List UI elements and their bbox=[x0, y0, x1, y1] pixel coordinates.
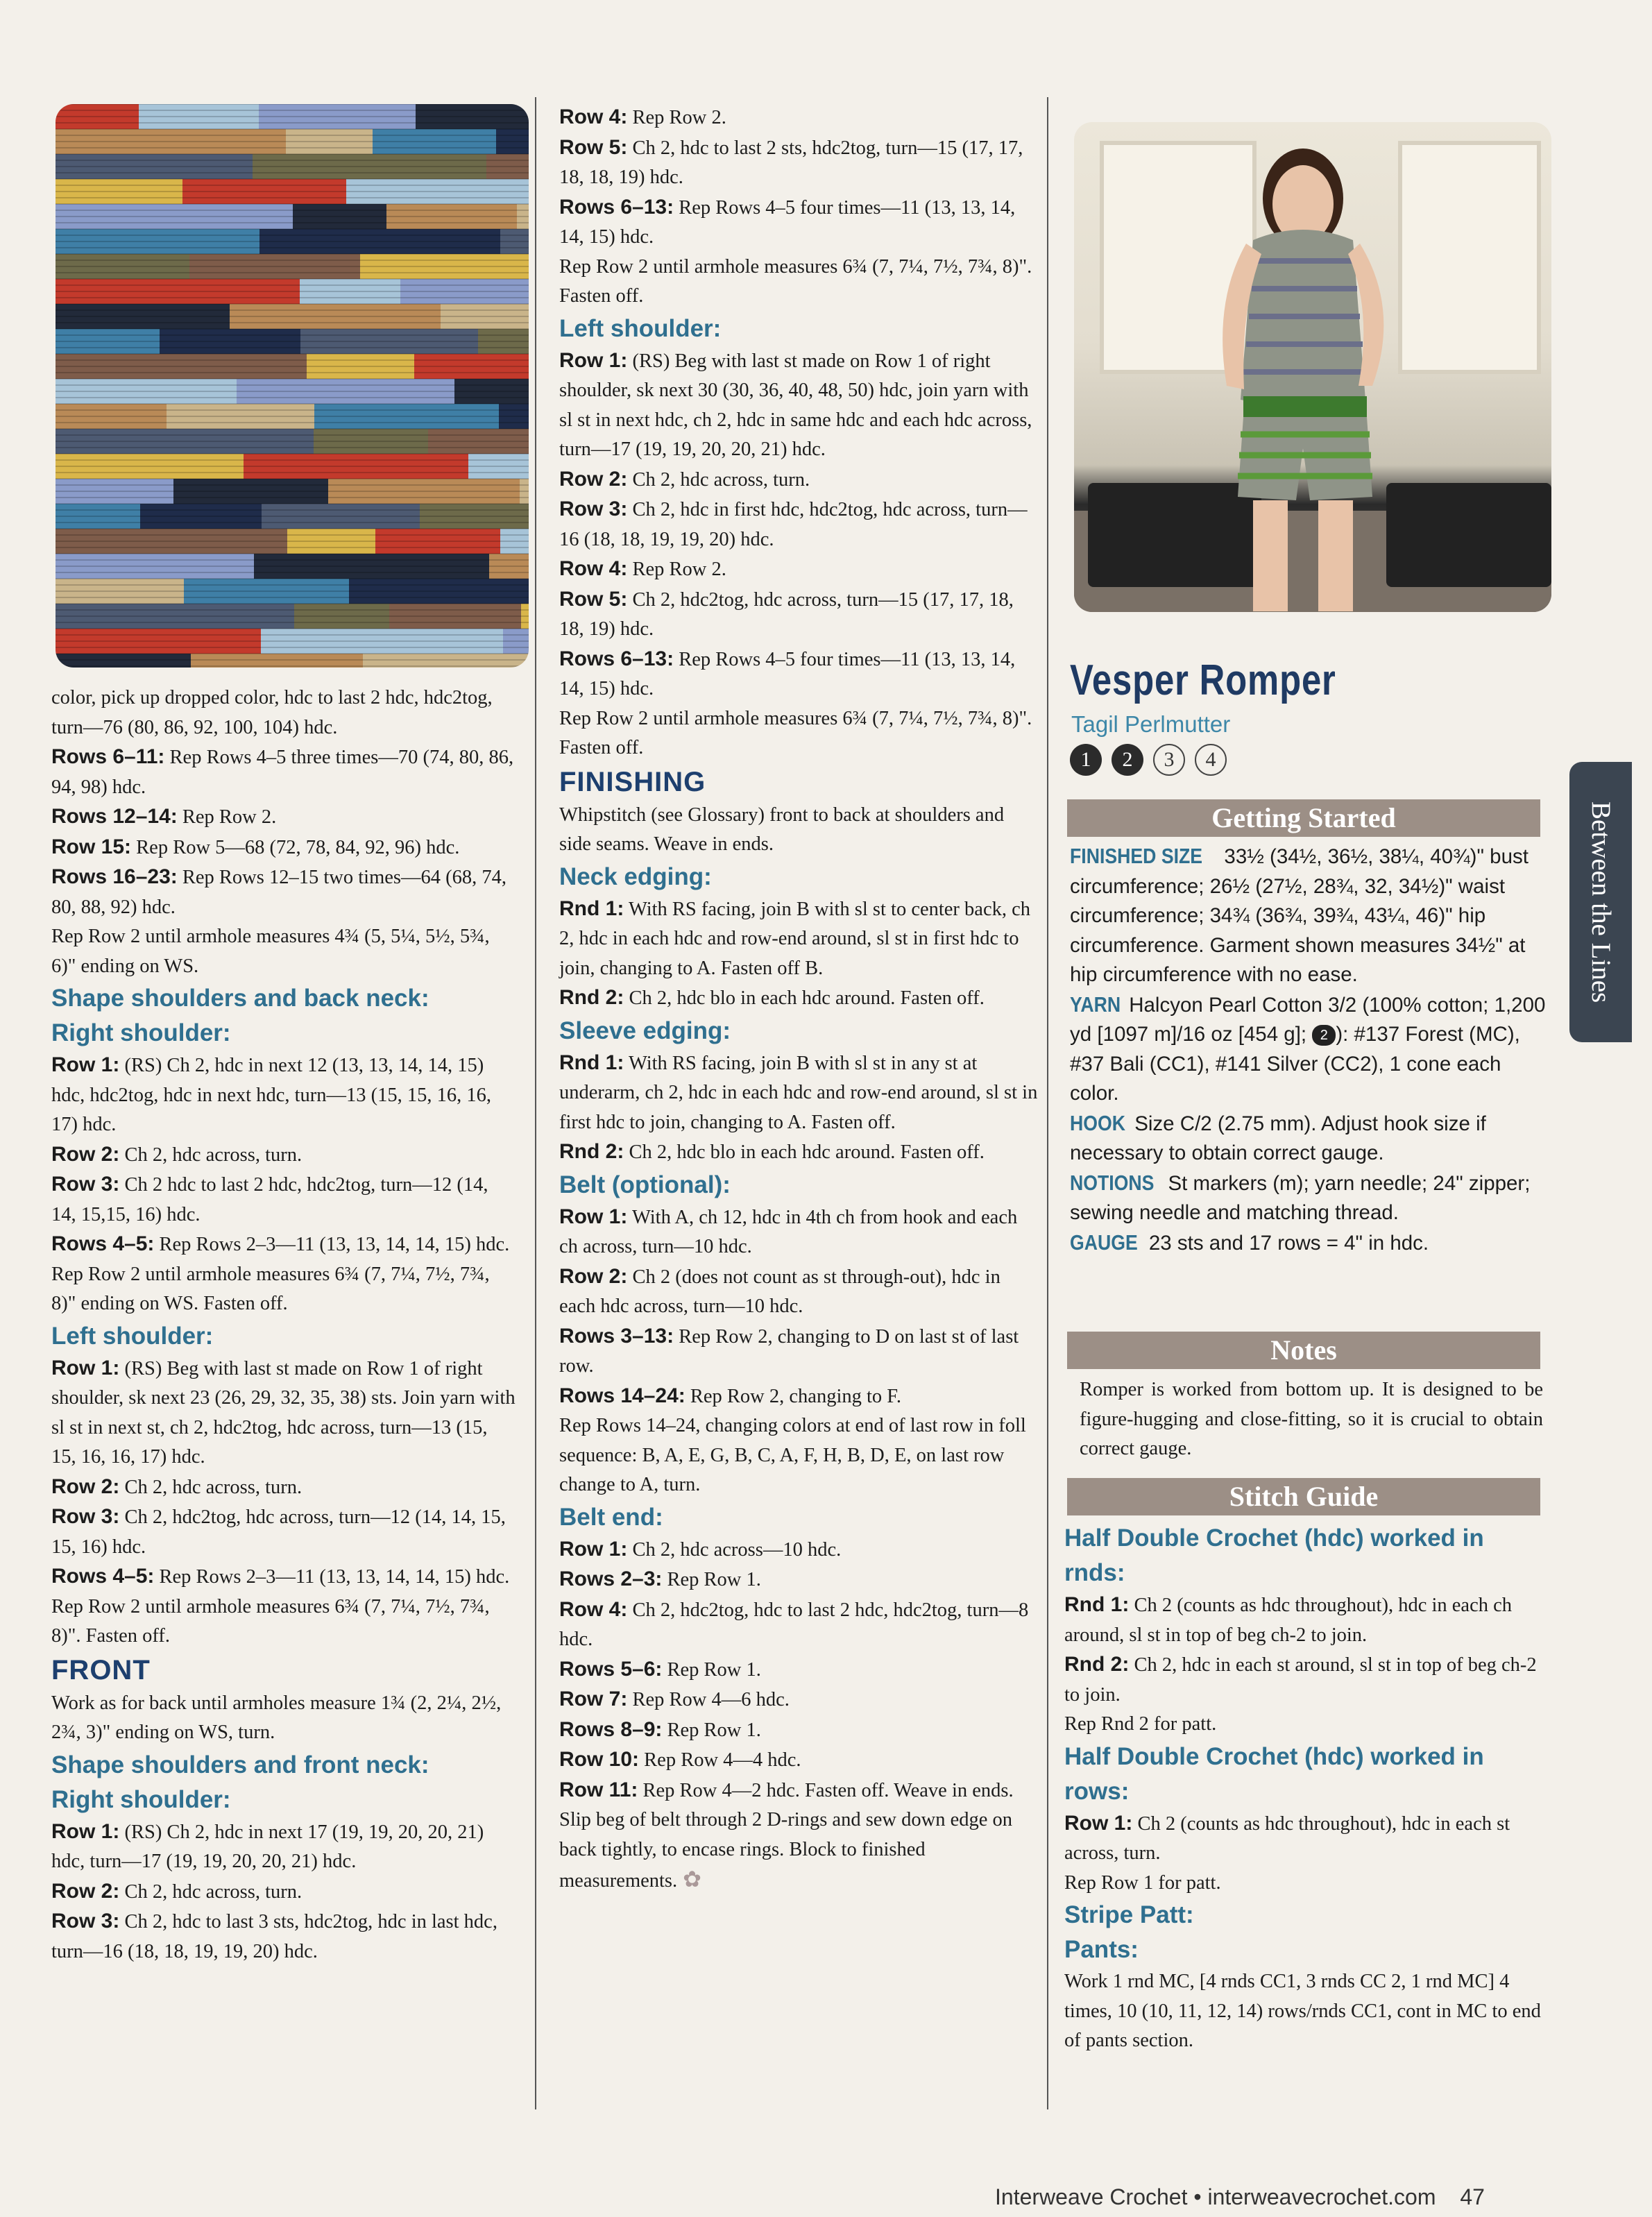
row-label: Rows 12–14: bbox=[51, 805, 178, 828]
major-heading bbox=[559, 763, 1038, 801]
row-label: Row 3: bbox=[51, 1910, 120, 1933]
row-label: Row 1: bbox=[559, 348, 628, 372]
section-heading bbox=[51, 1783, 516, 1817]
instruction-text: Whipstitch (see Glossary) front to back at shoulders and side seams. Weave in ends. bbox=[559, 804, 1005, 855]
column-divider bbox=[535, 97, 536, 2109]
row-label: Row 15: bbox=[51, 835, 132, 858]
instruction-text: color, pick up dropped color, hdc to last 2 hdc, hdc2tog, turn—76 (80, 86, 92, 100, 104) hdc. bbox=[51, 687, 493, 738]
instruction-text: Rep Row 5—68 (72, 78, 84, 92, 96) hdc. bbox=[136, 836, 460, 858]
page-number: 47 bbox=[1460, 2184, 1485, 2209]
instruction-paragraph bbox=[559, 465, 1038, 495]
instruction-text: Rep Row 2. bbox=[632, 107, 726, 128]
instruction-text: Ch 2 (counts as hdc throughout), hdc in each ch around, sl st in top of beg ch-2 to join. bbox=[1064, 1595, 1512, 1646]
instruction-text: Rep Row 2. bbox=[632, 559, 726, 580]
row-label: Row 3: bbox=[51, 1173, 120, 1196]
column-2 bbox=[559, 103, 1038, 1896]
column-3 bbox=[1064, 1521, 1543, 2056]
instruction-text: Rep Row 2 until armhole measures 4¾ (5, 5¼, 5½, 5¾, 6)" ending on WS. bbox=[51, 926, 490, 977]
section-tab: Between the Lines bbox=[1569, 762, 1632, 1042]
row-label: Row 1: bbox=[51, 1053, 120, 1076]
instruction-text: Rep Rows 12–15 two times—64 (68, 74, 80, 88, 92) hdc. bbox=[51, 867, 506, 918]
row-label: Row 2: bbox=[559, 1264, 628, 1288]
instruction-text: Rep Row 2 until armhole measures 6¾ (7, 7¼, 7½, 7¾, 8)". Fasten off. bbox=[559, 255, 1032, 307]
band-notes: Notes bbox=[1067, 1332, 1540, 1369]
row-label: Rows 8–9: bbox=[559, 1717, 663, 1741]
row-label: Row 2: bbox=[51, 1879, 120, 1903]
crochet-swatch-image bbox=[56, 104, 529, 668]
row-label: Row 11: bbox=[559, 1778, 638, 1801]
pattern-author: Tagil Perlmutter bbox=[1071, 711, 1231, 737]
instruction-paragraph bbox=[51, 1907, 516, 1967]
section-heading bbox=[1064, 1521, 1543, 1590]
instruction-text: Pants: bbox=[1064, 1936, 1139, 1963]
instruction-text: Rep Row 2 until armhole measures 6¾ (7, 7¼, 7½, 7¾, 8)". Fasten off. bbox=[51, 1595, 490, 1647]
notions: NOTIONS St markers (m); yarn needle; 24" zipper; sewing needle and matching thread. bbox=[1070, 1170, 1531, 1224]
instruction-text: With RS facing, join B with sl st to center back, ch 2, hdc in each hdc and row-end around, sl st in first hdc to join, changing to A. Fasten off B. bbox=[559, 898, 1030, 979]
instruction-paragraph bbox=[559, 704, 1038, 763]
skill-level-4-icon: 4 bbox=[1195, 744, 1227, 776]
row-label: Rows 6–13: bbox=[559, 195, 674, 219]
row-label: Row 1: bbox=[559, 1537, 628, 1561]
instruction-paragraph bbox=[559, 894, 1038, 984]
instruction-text: Work 1 rnd MC, [4 rnds CC1, 3 rnds CC 2, 1 rnd MC] 4 times, 10 (10, 11, 12, 14) rows/rnds CC1, cont in MC to end of pants section. bbox=[1064, 1971, 1541, 2051]
instruction-text: Rep Row 1. bbox=[667, 1658, 761, 1681]
section-heading bbox=[1064, 1933, 1543, 1967]
row-label: Rows 5–6: bbox=[559, 1657, 663, 1681]
instruction-paragraph bbox=[559, 346, 1038, 465]
notes-text: Romper is worked from bottom up. It is designed to be figure-hugging and close-fitting, so it is crucial to obtain correct gauge. bbox=[1080, 1379, 1543, 1459]
instruction-text: Ch 2 (does not count as st through-out), hdc in each hdc across, turn—10 hdc. bbox=[559, 1266, 1000, 1317]
instruction-text: (RS) Ch 2, hdc in next 12 (13, 13, 14, 14, 15) hdc, hdc2tog, hdc in next hdc, turn—13 (15, 15, 16, 16, 17) hdc. bbox=[51, 1055, 492, 1135]
instruction-paragraph bbox=[1064, 1869, 1543, 1899]
instruction-paragraph bbox=[559, 133, 1038, 193]
instruction-paragraph bbox=[559, 1715, 1038, 1746]
row-label: Row 4: bbox=[559, 557, 628, 580]
row-label: Row 1: bbox=[559, 1205, 628, 1228]
model-image bbox=[1074, 122, 1551, 612]
instruction-text: Rep Row 4—2 hdc. Fasten off. Weave in ends. bbox=[642, 1779, 1014, 1801]
instruction-text: FINISHING bbox=[559, 766, 706, 797]
instruction-paragraph bbox=[51, 1502, 516, 1562]
row-label: Rows 16–23: bbox=[51, 865, 178, 888]
instruction-text: Rep Row 2 until armhole measures 6¾ (7, 7¼, 7½, 7¾, 8)" ending on WS. Fasten off. bbox=[51, 1263, 490, 1314]
section-heading bbox=[559, 1014, 1038, 1048]
instruction-text: Neck edging: bbox=[559, 863, 712, 890]
instruction-text: Rep Rows 14–24, changing colors at end of last row in foll sequence: B, A, E, G, B, C, A, F, H, B, D, E, on last row change to A, turn. bbox=[559, 1415, 1026, 1495]
instruction-text: Ch 2 hdc to last 2 hdc, hdc2tog, turn—12 (14, 14, 15,15, 16) hdc. bbox=[51, 1174, 488, 1225]
instruction-paragraph bbox=[559, 1203, 1038, 1262]
instruction-text: Rep Row 2. bbox=[182, 806, 277, 828]
section-heading bbox=[559, 312, 1038, 346]
instruction-text: Ch 2, hdc across, turn. bbox=[124, 1476, 303, 1498]
instruction-text: Rep Rows 2–3—11 (13, 13, 14, 14, 15) hdc. bbox=[159, 1234, 510, 1255]
section-heading bbox=[1064, 1740, 1543, 1809]
major-heading bbox=[51, 1651, 516, 1689]
instruction-text: Ch 2, hdc blo in each hdc around. Fasten off. bbox=[629, 987, 985, 1009]
instruction-text: Ch 2, hdc2tog, hdc across, turn—15 (17, 17, 18, 18, 19) hdc. bbox=[559, 588, 1014, 640]
instruction-paragraph bbox=[1064, 1809, 1543, 1869]
instruction-text: Ch 2, hdc across, turn. bbox=[124, 1144, 303, 1166]
column-1 bbox=[51, 683, 516, 1967]
instruction-text: (RS) Ch 2, hdc in next 17 (19, 19, 20, 20, 21) hdc, turn—17 (19, 19, 20, 20, 21) hdc. bbox=[51, 1821, 484, 1872]
instruction-text: Rep Row 2, changing to D on last st of last row. bbox=[559, 1325, 1019, 1377]
instruction-text: Ch 2, hdc2tog, hdc across, turn—12 (14, 14, 15, 15, 16) hdc. bbox=[51, 1506, 506, 1558]
instruction-text: Shape shoulders and front neck: bbox=[51, 1751, 429, 1778]
instruction-text: With A, ch 12, hdc in 4th ch from hook and each ch across, turn—10 hdc. bbox=[559, 1206, 1018, 1257]
instruction-paragraph bbox=[559, 103, 1038, 133]
instruction-paragraph bbox=[559, 983, 1038, 1014]
instruction-text: Rep Rnd 2 for patt. bbox=[1064, 1713, 1217, 1735]
section-heading bbox=[51, 1319, 516, 1354]
instruction-paragraph bbox=[559, 1655, 1038, 1685]
instruction-text: Rep Row 2, changing to F. bbox=[690, 1385, 901, 1407]
instruction-paragraph bbox=[51, 1230, 516, 1260]
getting-started-section bbox=[1070, 842, 1549, 1258]
romper-model-photo bbox=[1074, 122, 1551, 612]
row-label: Row 1: bbox=[51, 1356, 120, 1379]
instruction-text: With RS facing, join B with sl st in any st at underarm, ch 2, hdc in each hdc and row-end around, sl st in first hdc to join, changing to A. Fasten off. bbox=[559, 1052, 1038, 1133]
skill-level-1-icon: 1 bbox=[1070, 744, 1102, 776]
page-footer bbox=[995, 2184, 1485, 2210]
instruction-paragraph bbox=[1064, 1650, 1543, 1710]
instruction-paragraph bbox=[51, 1051, 516, 1140]
instruction-text: Shape shoulders and back neck: bbox=[51, 985, 429, 1012]
instruction-paragraph bbox=[51, 1689, 516, 1748]
instruction-paragraph bbox=[51, 1140, 516, 1171]
instruction-text: Left shoulder: bbox=[559, 314, 722, 342]
section-heading bbox=[1064, 1898, 1543, 1933]
row-label: Row 3: bbox=[51, 1505, 120, 1528]
instruction-paragraph bbox=[559, 1411, 1038, 1500]
band-stitch-guide: Stitch Guide bbox=[1067, 1478, 1540, 1515]
row-label: Row 4: bbox=[559, 1597, 628, 1621]
instruction-text: Slip beg of belt through 2 D-rings and sew down edge on back tightly, to encase rings. Block to finished measurements. bbox=[559, 1809, 1013, 1892]
row-label: Row 10: bbox=[559, 1748, 640, 1771]
instruction-text: Belt end: bbox=[559, 1503, 663, 1531]
section-heading bbox=[559, 1168, 1038, 1203]
instruction-paragraph bbox=[559, 1745, 1038, 1776]
row-label: Row 2: bbox=[51, 1142, 120, 1166]
row-label: Rows 2–3: bbox=[559, 1568, 663, 1590]
yarn: YARN Halcyon Pearl Cotton 3/2 (100% cotton; 1,200 yd [1097 m]/16 oz [454 g]; 2 ): #137 Forest (MC), #37 Bali (CC1), #141 Silver (CC2), 1 cone each color. bbox=[1070, 992, 1546, 1105]
instruction-paragraph bbox=[559, 1382, 1038, 1412]
row-label: Row 2: bbox=[559, 467, 628, 491]
section-heading bbox=[559, 860, 1038, 894]
row-label: Rows 6–11: bbox=[51, 745, 165, 768]
instruction-paragraph bbox=[51, 1592, 516, 1651]
instruction-paragraph bbox=[51, 922, 516, 981]
row-label: Row 3: bbox=[559, 498, 628, 520]
instruction-paragraph bbox=[51, 683, 516, 742]
instruction-paragraph bbox=[51, 833, 516, 863]
row-label: Rows 3–13: bbox=[559, 1324, 674, 1348]
footer-separator: • bbox=[1193, 2184, 1202, 2209]
instruction-paragraph bbox=[559, 1137, 1038, 1168]
row-label: Rnd 2: bbox=[559, 986, 624, 1009]
row-label: Rows 4–5: bbox=[51, 1565, 155, 1588]
instruction-text: FRONT bbox=[51, 1654, 151, 1685]
instruction-text: Ch 2, hdc blo in each hdc around. Fasten off. bbox=[629, 1141, 985, 1163]
instruction-paragraph bbox=[559, 1806, 1038, 1896]
row-label: Rnd 1: bbox=[559, 897, 624, 920]
section-heading bbox=[51, 1748, 516, 1783]
instruction-paragraph bbox=[559, 1565, 1038, 1595]
instruction-text: Ch 2, hdc to last 2 sts, hdc2tog, turn—15 (17, 17, 18, 18, 19) hdc. bbox=[559, 137, 1023, 188]
instruction-paragraph bbox=[1064, 1967, 1543, 2056]
instruction-text: Rep Row 1. bbox=[667, 1719, 761, 1741]
instruction-paragraph bbox=[559, 554, 1038, 585]
instruction-paragraph bbox=[51, 1877, 516, 1908]
row-label: Rows 14–24: bbox=[559, 1384, 686, 1407]
instruction-paragraph bbox=[559, 1322, 1038, 1382]
instruction-text: Rep Rows 4–5 three times—70 (74, 80, 86, 94, 98) hdc. bbox=[51, 747, 514, 798]
section-heading bbox=[51, 1016, 516, 1051]
row-label: Row 1: bbox=[1064, 1811, 1133, 1835]
row-label: Rnd 1: bbox=[559, 1051, 624, 1074]
instruction-text: Ch 2, hdc in each st around, sl st in top of beg ch-2 to join. bbox=[1064, 1654, 1537, 1706]
instruction-text: Right shoulder: bbox=[51, 1785, 231, 1813]
row-label: Rnd 2: bbox=[559, 1140, 624, 1163]
instruction-paragraph bbox=[1064, 1710, 1543, 1740]
instruction-text: Ch 2, hdc in first hdc, hdc2tog, hdc across, turn—16 (18, 18, 19, 19, 20) hdc. bbox=[559, 499, 1028, 550]
section-heading bbox=[51, 981, 516, 1016]
instruction-paragraph bbox=[51, 1354, 516, 1472]
instruction-paragraph bbox=[559, 585, 1038, 645]
instruction-text: Rep Row 4—6 hdc. bbox=[632, 1689, 790, 1710]
row-label: Row 7: bbox=[559, 1688, 628, 1710]
instruction-paragraph bbox=[51, 1260, 516, 1319]
row-label: Row 4: bbox=[559, 105, 628, 128]
swatch-photo bbox=[56, 104, 529, 668]
instruction-paragraph bbox=[559, 1048, 1038, 1138]
instruction-text: Ch 2, hdc across, turn. bbox=[632, 468, 810, 491]
instruction-text: Rep Rows 4–5 four times—11 (13, 13, 14, 14, 15) hdc. bbox=[559, 196, 1016, 248]
instruction-text: Sleeve edging: bbox=[559, 1017, 731, 1044]
row-label: Rnd 1: bbox=[1064, 1593, 1130, 1616]
instruction-text: Ch 2, hdc2tog, hdc to last 2 hdc, hdc2tog, turn—8 hdc. bbox=[559, 1599, 1029, 1650]
instruction-paragraph bbox=[559, 193, 1038, 253]
instruction-text: Right shoulder: bbox=[51, 1019, 231, 1046]
instruction-paragraph bbox=[559, 801, 1038, 860]
section-heading bbox=[559, 1500, 1038, 1535]
row-label: Row 2: bbox=[51, 1475, 120, 1498]
instruction-paragraph bbox=[559, 645, 1038, 704]
website: interweavecrochet.com bbox=[1207, 2184, 1436, 2209]
instruction-paragraph bbox=[51, 1170, 516, 1230]
instruction-text: Ch 2, hdc across, turn. bbox=[124, 1880, 303, 1903]
row-label: Row 5: bbox=[559, 135, 628, 159]
instruction-text: Ch 2 (counts as hdc throughout), hdc in each st across, turn. bbox=[1064, 1812, 1510, 1864]
instruction-paragraph bbox=[559, 1595, 1038, 1655]
skill-level-2-icon: 2 bbox=[1112, 744, 1143, 776]
magazine-name: Interweave Crochet bbox=[995, 2184, 1188, 2209]
instruction-text: Rep Rows 4–5 four times—11 (13, 13, 14, 14, 15) hdc. bbox=[559, 648, 1016, 699]
instruction-text: Belt (optional): bbox=[559, 1171, 731, 1198]
skill-level-3-icon: 3 bbox=[1153, 744, 1185, 776]
instruction-text: Rep Row 2 until armhole measures 6¾ (7, 7¼, 7½, 7¾, 8)". Fasten off. bbox=[559, 707, 1032, 758]
skill-levels bbox=[1070, 744, 1227, 776]
instruction-paragraph bbox=[51, 1817, 516, 1877]
instruction-paragraph bbox=[559, 253, 1038, 312]
instruction-text: Rep Row 1. bbox=[667, 1569, 761, 1590]
band-getting-started: Getting Started bbox=[1067, 799, 1540, 837]
row-label: Row 5: bbox=[559, 587, 628, 611]
instruction-paragraph bbox=[51, 863, 516, 922]
instruction-paragraph bbox=[1064, 1590, 1543, 1650]
instruction-paragraph bbox=[51, 1472, 516, 1503]
instruction-paragraph bbox=[559, 1262, 1038, 1322]
instruction-paragraph bbox=[51, 802, 516, 833]
yarn-weight-icon: 2 bbox=[1312, 1025, 1336, 1046]
instruction-text: Stripe Patt: bbox=[1064, 1901, 1194, 1928]
finished-size: FINISHED SIZE 33½ (34½, 36½, 38¼, 40¾)" bust circumference; 26½ (27½, 28¾, 32, 34½)" waist circumference; 34¾ (36¾, 39¾, 43¼, 46)" hip circumference. Garment shown measures 34½" at hip circumference with no ease. bbox=[1070, 844, 1528, 986]
instruction-text: Ch 2, hdc to last 3 sts, hdc2tog, hdc in last hdc, turn—16 (18, 18, 19, 19, 20) hdc. bbox=[51, 1911, 497, 1962]
instruction-text: Half Double Crochet (hdc) worked in rnds: bbox=[1064, 1524, 1484, 1586]
instruction-text: Rep Rows 2–3—11 (13, 13, 14, 14, 15) hdc. bbox=[159, 1566, 510, 1588]
row-label: Rnd 2: bbox=[1064, 1653, 1130, 1676]
instruction-paragraph bbox=[559, 495, 1038, 554]
instruction-paragraph bbox=[559, 1776, 1038, 1806]
instruction-paragraph bbox=[51, 742, 516, 802]
instruction-text: Left shoulder: bbox=[51, 1322, 214, 1350]
end-flower-icon: ✿ bbox=[677, 1867, 701, 1892]
pattern-title: Vesper Romper bbox=[1070, 656, 1336, 704]
instruction-text: Ch 2, hdc across—10 hdc. bbox=[632, 1538, 842, 1561]
row-label: Rows 6–13: bbox=[559, 647, 674, 670]
instruction-text: (RS) Beg with last st made on Row 1 of right shoulder, sk next 23 (26, 29, 32, 35, 38) sts. Join yarn with sl st in next st, ch 2, hdc2tog, hdc across, turn—13 (15, 15, 16, 16, 17) hdc. bbox=[51, 1357, 516, 1468]
instruction-paragraph bbox=[559, 1685, 1038, 1715]
instruction-text: Rep Row 1 for patt. bbox=[1064, 1871, 1221, 1894]
instruction-text: Work as for back until armholes measure 1¾ (2, 2¼, 2½, 2¾, 3)" ending on WS, turn. bbox=[51, 1692, 502, 1743]
gauge: GAUGE 23 sts and 17 rows = 4" in hdc. bbox=[1070, 1230, 1429, 1255]
instruction-paragraph bbox=[51, 1562, 516, 1592]
instruction-paragraph bbox=[559, 1535, 1038, 1565]
instruction-text: Rep Row 4—4 hdc. bbox=[644, 1749, 801, 1771]
instruction-text: Half Double Crochet (hdc) worked in rows: bbox=[1064, 1742, 1484, 1805]
row-label: Rows 4–5: bbox=[51, 1232, 155, 1255]
column-divider bbox=[1047, 97, 1048, 2109]
hook: HOOK Size C/2 (2.75 mm). Adjust hook size if necessary to obtain correct gauge. bbox=[1070, 1110, 1486, 1164]
row-label: Row 1: bbox=[51, 1819, 120, 1843]
instruction-text: (RS) Beg with last st made on Row 1 of right shoulder, sk next 30 (30, 36, 40, 48, 50) hdc, join yarn with sl st in next hdc, ch 2, hdc in same hdc and each hdc across, turn—17 (19, 19, 20, 20, 21) hdc. bbox=[559, 350, 1032, 460]
